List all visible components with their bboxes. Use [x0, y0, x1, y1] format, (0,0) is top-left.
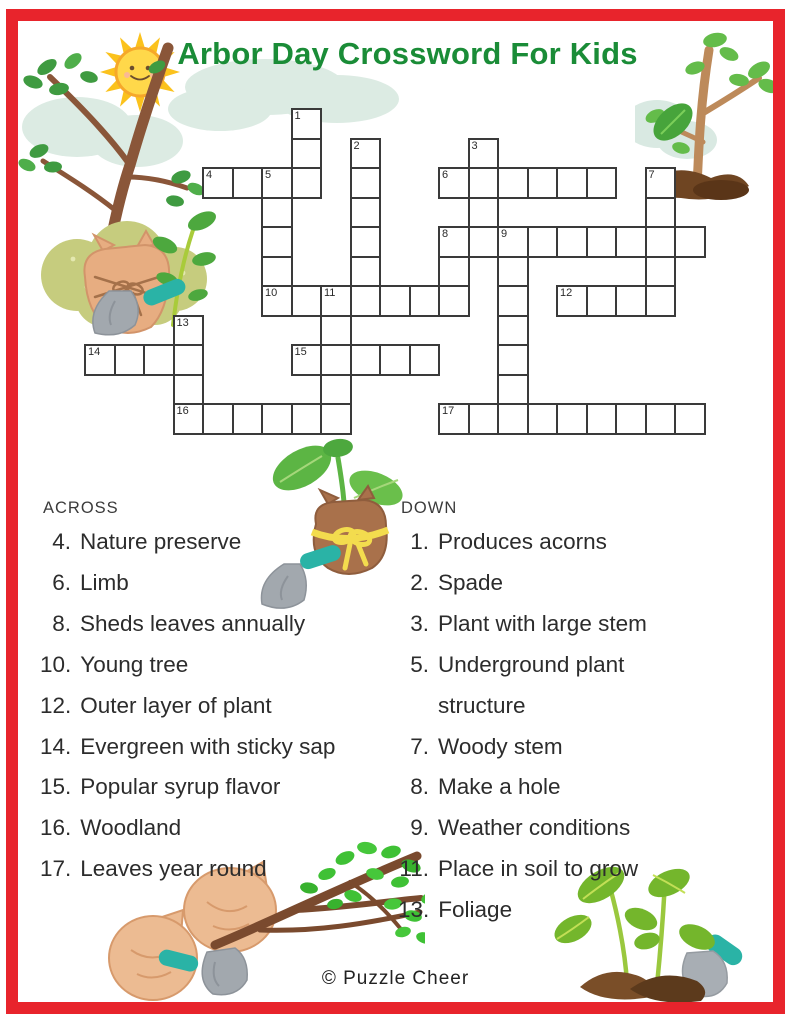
grid-cell[interactable]: [320, 403, 352, 435]
grid-cell[interactable]: [645, 197, 677, 229]
grid-cell[interactable]: [645, 285, 677, 317]
grid-cell[interactable]: [497, 285, 529, 317]
clue-text: Sheds leaves annually: [80, 610, 306, 636]
across-clue-list: [40, 522, 392, 890]
clue-text: Nature preserve: [80, 529, 242, 554]
clue-number: 14.: [40, 733, 72, 759]
clue-text: Foliage: [438, 897, 513, 923]
cell-number: 1: [294, 110, 301, 122]
cell-number: 7: [648, 169, 655, 181]
clue-text: Evergreen with sticky sap: [80, 733, 336, 759]
cell-number: 9: [501, 228, 508, 240]
clue-text: Make a hole: [438, 774, 561, 800]
grid-cell[interactable]: [497, 344, 529, 376]
across-clue-item: [40, 767, 392, 808]
grid-cell[interactable]: [674, 226, 706, 258]
cell-number: 16: [176, 405, 189, 417]
grid-cell[interactable]: [586, 167, 618, 199]
cell-number: 11: [324, 287, 336, 299]
down-clue-item: [398, 767, 710, 808]
grid-cell[interactable]: [438, 403, 470, 435]
grid-cell[interactable]: [261, 256, 293, 288]
clue-number: 13.: [398, 897, 430, 923]
grid-cell[interactable]: [291, 138, 323, 170]
grid-cell[interactable]: [497, 167, 529, 199]
grid-cell[interactable]: [350, 138, 382, 170]
grid-cell[interactable]: [556, 285, 588, 317]
down-section: [398, 498, 710, 931]
grid-cell[interactable]: [497, 256, 529, 288]
grid-cell[interactable]: [438, 226, 470, 258]
grid-cell[interactable]: [468, 226, 500, 258]
clue-text: Woody stem: [438, 733, 563, 759]
grid-cell[interactable]: [556, 403, 588, 435]
across-clue-item: [40, 645, 392, 686]
clue-text: Young tree: [80, 651, 189, 677]
across-section: [40, 498, 392, 890]
down-clue-item: [398, 645, 710, 727]
grid-cell[interactable]: [645, 226, 677, 258]
grid-cell[interactable]: [497, 226, 529, 258]
page-title: Arbor Day Crossword For Kids: [177, 36, 638, 71]
grid-cell[interactable]: [438, 256, 470, 288]
grid-cell[interactable]: [261, 167, 293, 199]
down-clue-item: [398, 563, 710, 604]
grid-cell[interactable]: [350, 197, 382, 229]
grid-cell[interactable]: [261, 285, 293, 317]
grid-cell[interactable]: [202, 167, 234, 199]
clue-text: Leaves year round: [80, 856, 267, 882]
grid-cell[interactable]: [350, 256, 382, 288]
grid-cell[interactable]: [586, 226, 618, 258]
down-header: DOWN: [401, 499, 458, 517]
grid-cell[interactable]: [320, 315, 352, 347]
clue-number: 8.: [410, 774, 429, 800]
grid-cell[interactable]: [379, 285, 411, 317]
grid-cell[interactable]: [586, 285, 618, 317]
clue-number: 15.: [40, 774, 72, 800]
grid-cell[interactable]: [291, 167, 323, 199]
grid-cell[interactable]: [645, 167, 677, 199]
cell-number: 2: [353, 139, 360, 152]
cell-number: 5: [265, 169, 272, 181]
grid-cell[interactable]: [173, 344, 205, 376]
grid-cell[interactable]: [468, 197, 500, 229]
down-clue-item: [398, 849, 710, 890]
grid-cell[interactable]: [615, 226, 647, 258]
grid-cell[interactable]: [320, 285, 352, 317]
cell-number: 15: [294, 346, 307, 358]
grid-cell[interactable]: [556, 167, 588, 199]
grid-cell[interactable]: [232, 403, 264, 435]
grid-cell[interactable]: [527, 167, 559, 199]
clue-number: 7.: [410, 733, 429, 759]
down-clue-item: [398, 727, 710, 768]
clue-text: Underground plant structure: [438, 651, 625, 718]
grid-cell[interactable]: [438, 285, 470, 317]
grid-cell[interactable]: [645, 256, 677, 288]
grid-cell[interactable]: [350, 285, 382, 317]
clue-text: Place in soil to grow: [438, 856, 639, 882]
grid-cell[interactable]: [674, 403, 706, 435]
cell-number: 4: [206, 169, 213, 181]
grid-cell[interactable]: [350, 167, 382, 199]
across-clue-item: [40, 808, 392, 849]
grid-cell[interactable]: [291, 403, 323, 435]
grid-cell[interactable]: [615, 285, 647, 317]
grid-cell[interactable]: [615, 403, 647, 435]
clue-number: 12.: [40, 692, 72, 718]
across-clue-item: [40, 604, 392, 645]
clue-number: 16.: [40, 815, 72, 841]
clue-text: Produces acorns: [438, 529, 607, 554]
across-clue-item: [40, 727, 392, 768]
cell-number: 10: [265, 287, 278, 299]
grid-cell[interactable]: [173, 315, 205, 347]
grid-cell[interactable]: [291, 344, 323, 376]
grid-cell[interactable]: [291, 285, 323, 317]
clue-number: 11.: [399, 856, 429, 882]
down-clue-item: [398, 890, 710, 931]
grid-cell[interactable]: [261, 226, 293, 258]
grid-cell[interactable]: [527, 226, 559, 258]
copyright-footer: © Puzzle Cheer: [321, 968, 470, 989]
down-clue-item: [398, 808, 710, 849]
across-clue-item: [40, 849, 392, 890]
clue-number: 2.: [410, 569, 429, 595]
grid-cell[interactable]: [527, 403, 559, 435]
cell-number: 14: [88, 346, 101, 358]
grid-cell[interactable]: [586, 403, 618, 435]
grid-cell[interactable]: [468, 403, 500, 435]
grid-cell[interactable]: [350, 226, 382, 258]
grid-cell[interactable]: [409, 285, 441, 317]
across-clue-item: [40, 522, 392, 563]
clue-number: 6.: [52, 569, 71, 595]
cell-number: 17: [442, 405, 455, 417]
cell-number: 13: [176, 316, 189, 329]
clue-text: Spade: [438, 569, 504, 595]
grid-cell[interactable]: [173, 403, 205, 435]
cell-number: 8: [442, 228, 449, 240]
clue-number: 4.: [52, 529, 71, 554]
clue-number: 10.: [40, 651, 72, 677]
clue-number: 17.: [40, 856, 72, 882]
grid-cell[interactable]: [645, 403, 677, 435]
grid-cell[interactable]: [320, 374, 352, 406]
grid-cell[interactable]: [232, 167, 264, 199]
clue-text: Plant with large stem: [438, 610, 647, 636]
grid-cell[interactable]: [497, 403, 529, 435]
grid-cell[interactable]: [143, 344, 175, 376]
grid-cell[interactable]: [379, 344, 411, 376]
cell-number: 12: [560, 287, 573, 299]
grid-cell[interactable]: [409, 344, 441, 376]
grid-cell[interactable]: [84, 344, 116, 376]
grid-cell[interactable]: [497, 315, 529, 347]
down-clue-item: [398, 522, 710, 563]
across-clue-item: [40, 686, 392, 727]
across-header: ACROSS: [43, 499, 119, 517]
across-clue-item: [40, 563, 392, 604]
clue-number: 9.: [410, 815, 429, 841]
grid-cell[interactable]: [320, 344, 352, 376]
down-clue-list: [398, 522, 710, 931]
grid-cell[interactable]: [261, 197, 293, 229]
clue-text: Popular syrup flavor: [80, 774, 281, 800]
grid-cell[interactable]: [261, 403, 293, 435]
cell-number: 3: [471, 139, 478, 152]
grid-cell[interactable]: [202, 403, 234, 435]
grid-cell[interactable]: [556, 226, 588, 258]
clue-number: 1.: [410, 529, 429, 554]
grid-cell[interactable]: [291, 108, 323, 140]
grid-cell[interactable]: [497, 374, 529, 406]
clue-text: Limb: [80, 569, 129, 595]
cell-number: 6: [442, 169, 449, 181]
grid-cell[interactable]: [438, 167, 470, 199]
clue-number: 5.: [410, 651, 429, 677]
grid-cell[interactable]: [114, 344, 146, 376]
down-clue-item: [398, 604, 710, 645]
grid-cell[interactable]: [468, 167, 500, 199]
grid-cell[interactable]: [468, 138, 500, 170]
grid-cell[interactable]: [173, 374, 205, 406]
clue-text: Woodland: [80, 815, 182, 841]
clue-text: Outer layer of plant: [80, 692, 272, 718]
clue-text: Weather conditions: [438, 815, 631, 841]
grid-cell[interactable]: [350, 344, 382, 376]
clue-number: 8.: [52, 610, 71, 636]
clue-number: 3.: [410, 610, 429, 636]
